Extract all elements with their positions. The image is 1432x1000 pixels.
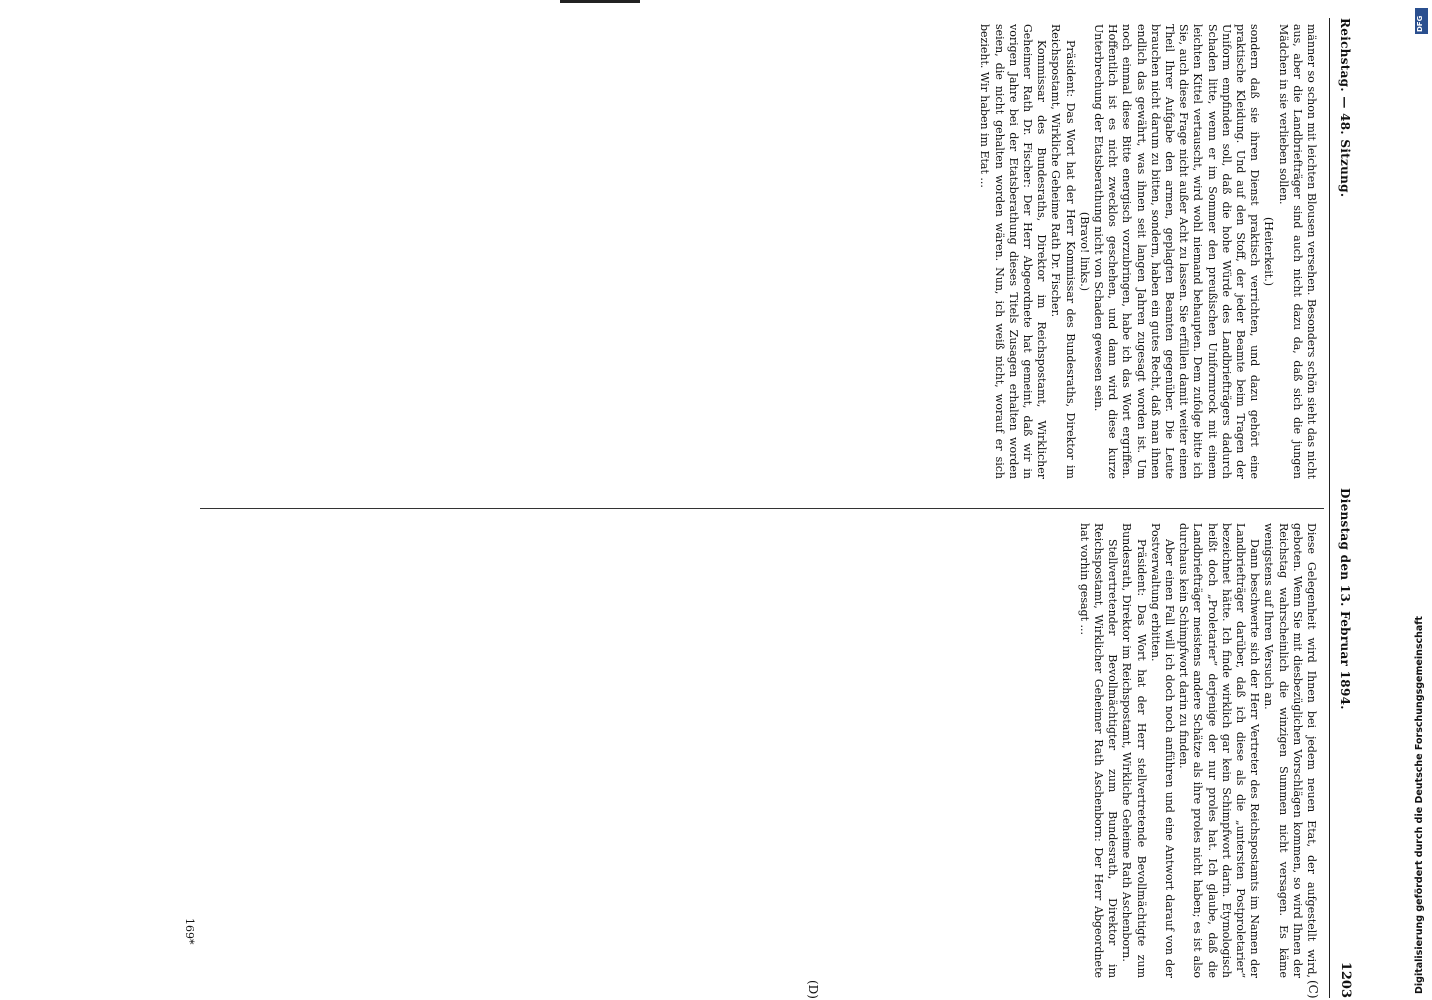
speaker-intro: Präsident: Das Wort hat der Herr stellvertretende Bevollmächtigte zum Bundesrath, Direktor im Reichspostamt, Wirkliche Geheime Rath Aschenborn.: [1120, 523, 1148, 978]
header-session: Reichstag. — 48. Sitzung.: [1338, 18, 1352, 198]
sheet-number: 169*: [183, 918, 196, 945]
margin-marker-c: (C): [1306, 980, 1320, 999]
speaker-intro: Präsident: Das Wort hat der Herr Kommissar des Bundesraths, Direktor im Reichspostamt, Wirkliche Geheime Rath Dr. Fischer.: [1049, 24, 1077, 479]
dfg-attribution-strip: [1411, 0, 1432, 1000]
newspaper-page: [48, 18, 1360, 998]
digitization-credit: Digitalisierung gefördert durch die Deutsche Forschungsgemeinschaft: [1414, 616, 1425, 994]
paragraph: Aber einen Fall will ich doch noch anführen und eine Antwort darauf von der Postverwaltung erbitten.: [1148, 523, 1176, 978]
column-divider: [200, 508, 1324, 509]
header-date: Dienstag den 13. Februar 1894.: [1338, 488, 1352, 710]
left-column: [198, 24, 1318, 479]
paragraph: Kommissar des Bundesraths, Direktor im Reichspostamt, Wirklicher Geheimer Rath Dr. Fischer: Der Herr Abgeordnete hat gemeint, daß wir in vorigen Jahre bei der Etatsberathung dieses Titels Zusagen erhalten worden seien, die nicht gehalten worden wären. Nun, ich weiß nicht, worauf er sich bezieht. Wir haben im Etat ...: [978, 24, 1049, 479]
margin-marker-d: (D): [806, 980, 820, 999]
paragraph: männer so schon mit leichten Blousen versehen. Besonders schön sieht das nicht aus, aber die Landbriefträger sind auch nicht dazu da, daß sich die jungen Mädchen in sie verlieben sollen.: [1276, 24, 1318, 479]
dfg-logo: [1415, 8, 1428, 34]
page-number: 1203: [1338, 961, 1353, 998]
right-column: [198, 523, 1318, 978]
paragraph: Dann beschwerte sich der Herr Vertreter des Reichspostamts im Namen der Landbriefträger darüber, daß ich diese als die „untersten Postproletarier“ bezeichnet hätte. Ich finde wirklich gar kein Schimpfwort darin. Etymologisch heißt doch „Proletarier“ derjenige der nur proles hat. Ich glaube, daß die Landbriefträger meistens andere Schätze als ihre proles nicht haben; es ist also durchaus kein Schimpfwort darin zu finden.: [1177, 523, 1262, 978]
interjection: (Bravo! links.): [1077, 211, 1091, 292]
paragraph: Stellvertretender Bevollmächtigter zum Bundesrath, Direktor im Reichspostamt, Wirklicher Geheimer Rath Aschenborn: Der Herr Abgeordnete hat vorhin gesagt ...: [1077, 523, 1120, 978]
paragraph: Diese Gelegenheit wird Ihnen bei jedem neuen Etat, der aufgestellt wird, geboten. Wenn Sie mit diesbezüglichen Vorschlägen kommen, so wird Ihnen der Reichstag wahrscheinlich die winzigen Summen nicht versagen. Es käme wenigstens auf Ihren Versuch an.: [1262, 523, 1318, 978]
paragraph: sondern daß sie ihren Dienst praktisch verrichten, und dazu gehört eine praktische Kleidung. Und auf den Stoff, der jeder Beamte beim Tragen der Uniform empfinden soll, daß die hohe Würde des Landbriefträgers dadurch Schaden litte, wenn er im Sommer den preußischen Uniformrock mit einem leichten Kittel vertauscht, wird wohl niemand behaupten. Dem zufolge bitte ich Sie, auch diese Frage nicht außer Acht zu lassen. Sie erfüllen damit weiter einen Theil Ihrer Aufgabe den armen, geplagten Beamten gegenüber. Die Leute brauchen nicht darum zu bitten, sondern, haben ein gutes Recht, daß man ihnen endlich das gewährt, was ihnen seit langen Jahren zugesagt worden ist. Um noch einmal diese Bitte energisch vorzubringen, habe ich das Wort ergriffen. Hoffentlich ist es nicht zwecklos geschehen, und dann wird diese kurze Unterbrechung der Etatsberathung nicht von Schaden gewesen sein.: [1091, 24, 1262, 479]
interjection: (Heiterkeit.): [1262, 216, 1276, 286]
dfg-logo-text: DFG: [1416, 15, 1424, 32]
scan-edge-strip: [560, 0, 640, 3]
page-header: [1329, 18, 1360, 998]
